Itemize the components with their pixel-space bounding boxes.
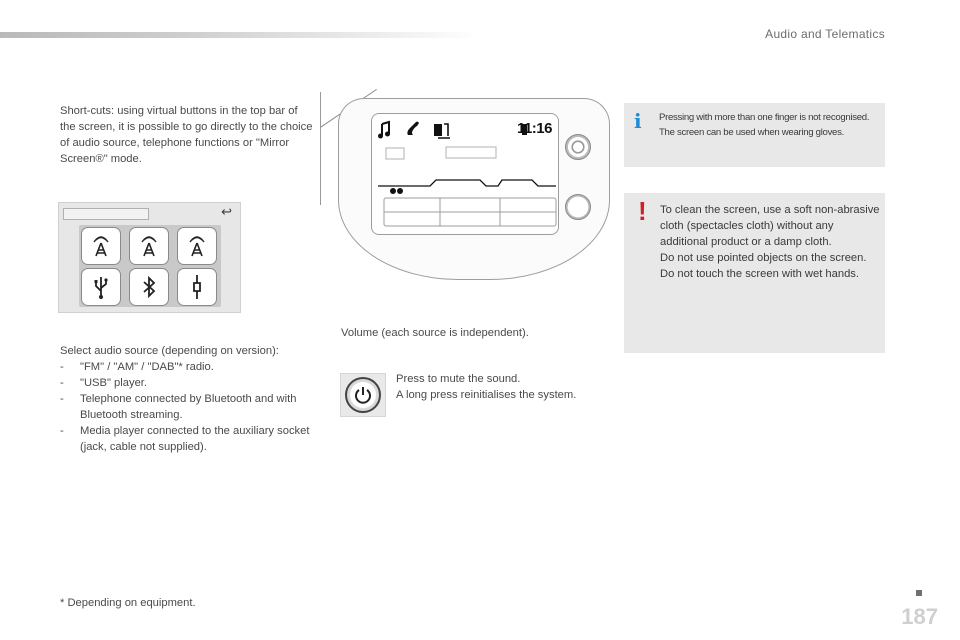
- source-screen-title-field: [63, 208, 149, 220]
- footnote: * Depending on equipment.: [60, 597, 196, 609]
- warning-icon: !: [638, 196, 647, 226]
- bluetooth-source-button[interactable]: [129, 268, 169, 306]
- info-note-text: [659, 110, 881, 140]
- info-line: Pressing with more than one finger is not recognised.: [659, 112, 870, 123]
- list-dash: -: [60, 377, 64, 389]
- power-button-illustration: [340, 373, 386, 417]
- warning-line: Do not use pointed objects on the screen.: [660, 252, 867, 264]
- list-item: [60, 423, 320, 455]
- volume-description: Volume (each source is independent).: [341, 327, 529, 339]
- list-item: [60, 375, 320, 391]
- shortcuts-paragraph: Short-cuts: using virtual buttons in the top bar of the screen, it is possible to go directly to the choice of audio source, telephone functions or "Mirror Screen®" mode.: [60, 105, 313, 165]
- info-line: The screen can be used when wearing gloves.: [659, 127, 844, 138]
- list-item-text: "USB" player.: [80, 377, 148, 389]
- radio-antenna-icon: [139, 235, 159, 257]
- list-item: [60, 391, 320, 423]
- phone-icon: [407, 122, 419, 135]
- power-button[interactable]: [345, 377, 381, 413]
- warning-line: To clean the screen, use a soft non-abrasive cloth (spectacles cloth) without any additional product or a damp cloth.: [660, 204, 880, 248]
- warning-note-text: [660, 202, 882, 282]
- aux-source-button[interactable]: [177, 268, 217, 306]
- info-note: [624, 103, 885, 167]
- list-item: [60, 359, 320, 375]
- radio-antenna-icon: [187, 235, 207, 257]
- info-icon: i: [634, 109, 642, 133]
- list-item-text: Media player connected to the auxiliary socket (jack, cable not supplied).: [80, 425, 310, 453]
- volume-knob[interactable]: [565, 134, 591, 160]
- mute-description: [396, 371, 616, 403]
- list-dash: -: [60, 393, 64, 405]
- radio-fm-button[interactable]: [81, 227, 121, 265]
- head-unit-illustration: [338, 98, 610, 280]
- radio-antenna-icon: [91, 235, 111, 257]
- warning-note: [624, 193, 885, 353]
- warning-line: Do not touch the screen with wet hands.: [660, 268, 860, 280]
- mirror-screen-icon: [434, 124, 442, 136]
- mute-line: Press to mute the sound.: [396, 373, 521, 385]
- source-button-grid: [79, 225, 221, 307]
- list-dash: -: [60, 425, 64, 437]
- select-source-intro: Select audio source (depending on version):: [60, 345, 279, 357]
- source-selection-screen: [58, 202, 241, 313]
- bluetooth-icon: [142, 276, 156, 298]
- page-marker: [916, 590, 922, 596]
- clock-display: 11:16: [516, 120, 552, 137]
- header-bar: [0, 32, 480, 38]
- touchscreen[interactable]: [371, 113, 559, 235]
- radio-am-button[interactable]: [129, 227, 169, 265]
- page-number: 187: [901, 604, 938, 629]
- list-item-text: "FM" / "AM" / "DAB"* radio.: [80, 361, 214, 373]
- section-title: Audio and Telematics: [765, 27, 885, 41]
- reset-line: A long press reinitialises the system.: [396, 389, 577, 401]
- secondary-knob[interactable]: [565, 194, 591, 220]
- back-arrow-icon: ↩: [221, 204, 232, 219]
- list-dash: -: [60, 361, 64, 373]
- usb-icon: [93, 275, 109, 299]
- jack-plug-icon: [191, 274, 203, 300]
- usb-source-button[interactable]: [81, 268, 121, 306]
- source-list: [60, 359, 320, 455]
- callout-vertical-line: [320, 92, 321, 205]
- radio-dab-button[interactable]: [177, 227, 217, 265]
- power-icon: [353, 385, 373, 405]
- list-item-text: Telephone connected by Bluetooth and with Bluetooth streaming.: [80, 393, 297, 421]
